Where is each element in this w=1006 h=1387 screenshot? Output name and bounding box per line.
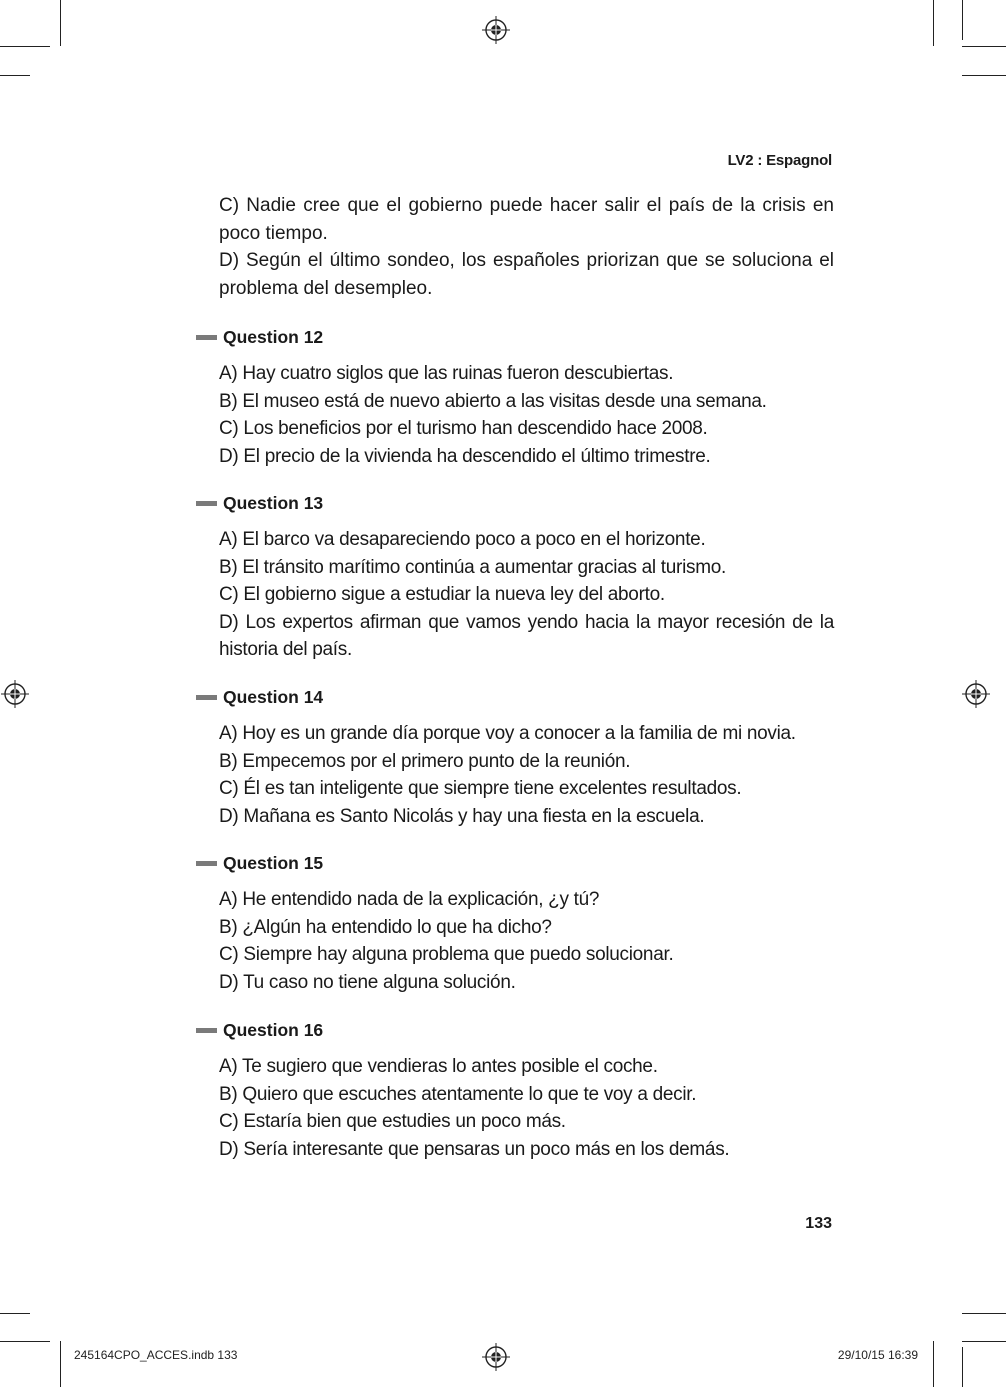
question-block-14 [196, 685, 836, 830]
question-title: Question 16 [223, 1019, 324, 1040]
crop-mark [60, 0, 61, 46]
crop-mark [0, 1313, 30, 1314]
crop-mark [933, 1341, 934, 1387]
option-text: D) El precio de la vivienda ha descendido el último trimestre. [219, 445, 711, 467]
option-text: C) Siempre hay alguna problema que puedo solucionar. [219, 944, 674, 965]
option-text: B) El museo está de nuevo abierto a las visitas desde una semana. [219, 390, 767, 412]
heading-bar-icon [196, 501, 217, 506]
question-title: Question 15 [223, 852, 324, 873]
options-list [219, 526, 834, 664]
option-text: C) Estaría bien que estudies un poco más. [219, 1111, 566, 1132]
question-title: Question 14 [223, 686, 324, 707]
question-block-16 [196, 1018, 836, 1163]
crop-mark [962, 1313, 1006, 1314]
option-text: D) Los expertos afirman que vamos yendo hacia la mayor recesión de la historia del país. [219, 611, 834, 660]
question-heading [196, 685, 836, 709]
option-text: B) ¿Algún ha entendido lo que ha dicho? [219, 916, 552, 938]
option-text: A) Hay cuatro siglos que las ruinas fueron descubiertas. [219, 363, 674, 384]
question-heading [196, 851, 836, 875]
question-title: Question 12 [223, 326, 324, 347]
option-text: C) El gobierno sigue a estudiar la nueva ley del aborto. [219, 584, 665, 605]
question-block-12 [196, 325, 836, 470]
crop-mark [0, 1341, 50, 1342]
crop-mark [962, 46, 1006, 47]
heading-bar-icon [196, 335, 217, 340]
heading-bar-icon [196, 695, 217, 700]
options-list [219, 720, 834, 830]
crop-mark [0, 75, 30, 76]
crop-mark [962, 0, 963, 40]
option-text: D) Según el último sondeo, los españoles priorizan que se soluciona el problema del desempleo. [219, 250, 834, 299]
registration-mark-icon [482, 16, 510, 44]
previous-question-options [219, 192, 834, 302]
crop-mark [933, 0, 934, 46]
option-text: D) Sería interesante que pensaras un poco más en los demás. [219, 1138, 730, 1160]
crop-mark [962, 1341, 1006, 1342]
registration-mark-icon [482, 1343, 510, 1371]
option-text: D) Tu caso no tiene alguna solución. [219, 971, 516, 993]
option-text: B) El tránsito marítimo continúa a aumentar gracias al turismo. [219, 556, 726, 578]
option-text: B) Quiero que escuches atentamente lo que te voy a decir. [219, 1083, 697, 1105]
option-text: C) Nadie cree que el gobierno puede hacer salir el país de la crisis en poco tiempo. [219, 195, 834, 244]
question-block-15 [196, 851, 836, 996]
crop-mark [60, 1341, 61, 1387]
question-heading [196, 325, 836, 349]
question-block-13 [196, 491, 836, 664]
registration-mark-icon [1, 680, 29, 708]
crop-mark [962, 1347, 963, 1387]
option-text: C) Los beneficios por el turismo han descendido hace 2008. [219, 418, 708, 439]
slug-file: 245164CPO_ACCES.indb 133 [74, 1348, 238, 1362]
question-title: Question 13 [223, 492, 324, 513]
option-text: A) He entendido nada de la explicación, ¿y tú? [219, 889, 600, 910]
heading-bar-icon [196, 861, 217, 866]
question-heading [196, 491, 836, 515]
page-number: 133 [805, 1215, 832, 1232]
option-text: A) El barco va desapareciendo poco a poco en el horizonte. [219, 529, 706, 550]
crop-mark [962, 75, 1006, 76]
option-text: B) Empecemos por el primero punto de la reunión. [219, 750, 631, 772]
options-list [219, 1053, 834, 1163]
slug-datetime: 29/10/15 16:39 [837, 1348, 918, 1362]
options-list [219, 360, 834, 470]
question-heading [196, 1018, 836, 1042]
heading-bar-icon [196, 1028, 217, 1033]
option-text: A) Hoy es un grande día porque voy a conocer a la familia de mi novia. [219, 723, 796, 744]
option-text: D) Mañana es Santo Nicolás y hay una fiesta en la escuela. [219, 805, 705, 827]
crop-mark [0, 46, 50, 47]
option-text: C) Él es tan inteligente que siempre tiene excelentes resultados. [219, 778, 742, 799]
option-text: A) Te sugiero que vendieras lo antes posible el coche. [219, 1056, 658, 1077]
options-list [219, 886, 834, 996]
running-header: LV2 : Espagnol [727, 152, 832, 169]
registration-mark-icon [962, 680, 990, 708]
